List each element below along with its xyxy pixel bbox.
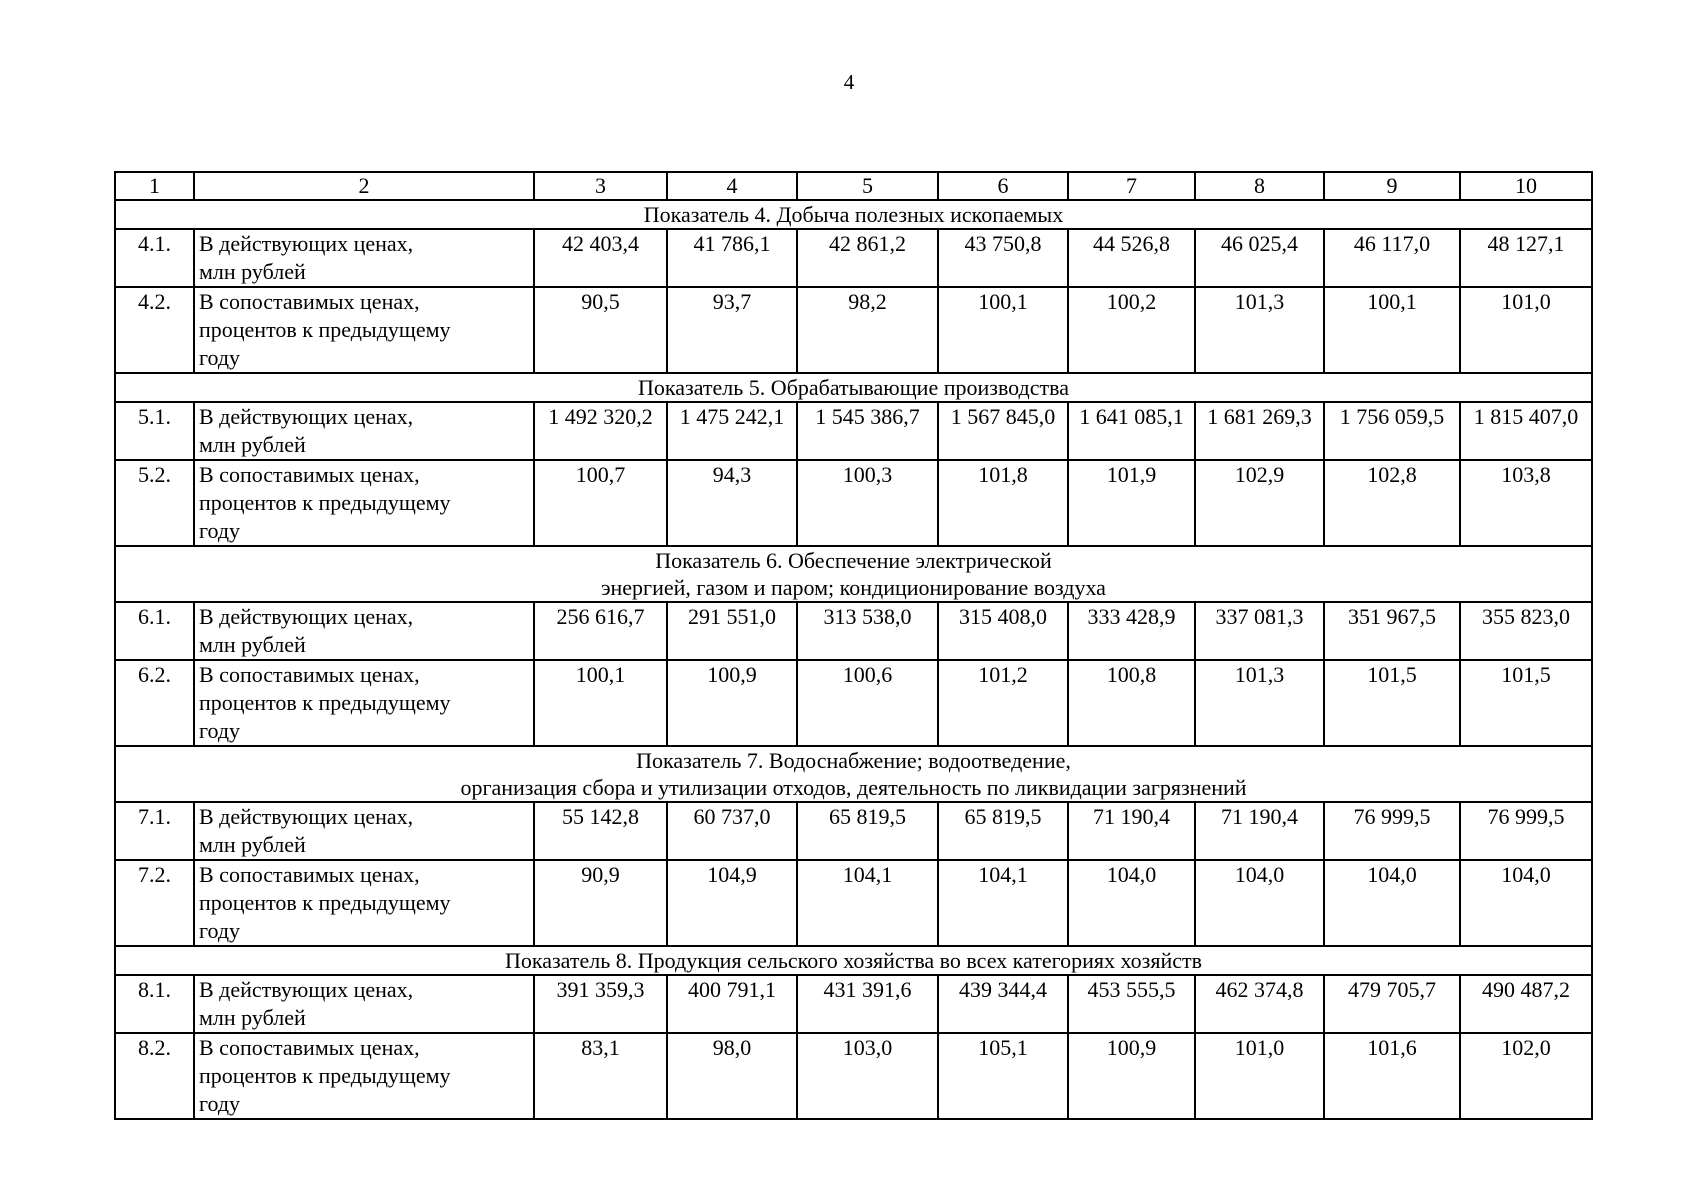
- value-cell: 105,1: [938, 1033, 1068, 1119]
- value-cell: 101,2: [938, 660, 1068, 746]
- value-cell: 291 551,0: [667, 602, 797, 660]
- row-description-line: В сопоставимых ценах,: [199, 1035, 420, 1060]
- value-cell: 101,5: [1460, 660, 1592, 746]
- row-code: 8.2.: [115, 1033, 194, 1119]
- section-header-line: Показатель 5. Обрабатывающие производства: [638, 375, 1069, 400]
- row-description: [194, 975, 534, 1033]
- column-number-cell: 7: [1068, 172, 1195, 200]
- table-row: [115, 402, 1592, 460]
- row-description-line: млн рублей: [199, 259, 306, 284]
- value-cell: 1 681 269,3: [1195, 402, 1324, 460]
- value-cell: 462 374,8: [1195, 975, 1324, 1033]
- row-description-line: году: [199, 918, 241, 943]
- row-description-line: В сопоставимых ценах,: [199, 289, 420, 314]
- value-cell: 76 999,5: [1460, 802, 1592, 860]
- column-number-cell: 6: [938, 172, 1068, 200]
- value-cell: 100,8: [1068, 660, 1195, 746]
- value-cell: 104,0: [1195, 860, 1324, 946]
- section-header-row: [115, 373, 1592, 402]
- value-cell: 71 190,4: [1195, 802, 1324, 860]
- value-cell: 104,0: [1068, 860, 1195, 946]
- value-cell: 42 861,2: [797, 229, 938, 287]
- row-code: 4.1.: [115, 229, 194, 287]
- value-cell: 400 791,1: [667, 975, 797, 1033]
- value-cell: 71 190,4: [1068, 802, 1195, 860]
- column-number-cell: 10: [1460, 172, 1592, 200]
- table-row: [115, 287, 1592, 373]
- value-cell: 42 403,4: [534, 229, 667, 287]
- column-number-cell: 1: [115, 172, 194, 200]
- row-description-line: процентов к предыдущему: [199, 1063, 451, 1088]
- value-cell: 101,8: [938, 460, 1068, 546]
- value-cell: 90,9: [534, 860, 667, 946]
- value-cell: 46 117,0: [1324, 229, 1460, 287]
- value-cell: 101,3: [1195, 660, 1324, 746]
- value-cell: 46 025,4: [1195, 229, 1324, 287]
- value-cell: 104,1: [938, 860, 1068, 946]
- value-cell: 100,6: [797, 660, 938, 746]
- value-cell: 313 538,0: [797, 602, 938, 660]
- value-cell: 1 815 407,0: [1460, 402, 1592, 460]
- section-header: [115, 746, 1592, 802]
- value-cell: 1 641 085,1: [1068, 402, 1195, 460]
- value-cell: 101,0: [1195, 1033, 1324, 1119]
- column-number-cell: 3: [534, 172, 667, 200]
- value-cell: 48 127,1: [1460, 229, 1592, 287]
- section-header-line: организация сбора и утилизации отходов, деятельность по ликвидации загрязнений: [460, 775, 1247, 800]
- value-cell: 453 555,5: [1068, 975, 1195, 1033]
- row-code: 6.2.: [115, 660, 194, 746]
- row-description-line: В сопоставимых ценах,: [199, 462, 420, 487]
- value-cell: 439 344,4: [938, 975, 1068, 1033]
- row-code: 7.1.: [115, 802, 194, 860]
- value-cell: 103,8: [1460, 460, 1592, 546]
- row-description-line: млн рублей: [199, 432, 306, 457]
- row-description: [194, 802, 534, 860]
- row-description-line: процентов к предыдущему: [199, 490, 451, 515]
- table-row: [115, 660, 1592, 746]
- value-cell: 101,9: [1068, 460, 1195, 546]
- row-description: [194, 1033, 534, 1119]
- value-cell: 104,0: [1324, 860, 1460, 946]
- value-cell: 41 786,1: [667, 229, 797, 287]
- row-description-line: млн рублей: [199, 1005, 306, 1030]
- value-cell: 1 475 242,1: [667, 402, 797, 460]
- value-cell: 333 428,9: [1068, 602, 1195, 660]
- value-cell: 44 526,8: [1068, 229, 1195, 287]
- row-description-line: В действующих ценах,: [199, 804, 414, 829]
- column-number-row: [115, 172, 1592, 200]
- value-cell: 256 616,7: [534, 602, 667, 660]
- row-description: [194, 460, 534, 546]
- column-number-cell: 4: [667, 172, 797, 200]
- row-description-line: млн рублей: [199, 632, 306, 657]
- row-description-line: процентов к предыдущему: [199, 690, 451, 715]
- value-cell: 93,7: [667, 287, 797, 373]
- section-header-row: [115, 946, 1592, 975]
- row-description-line: В действующих ценах,: [199, 404, 414, 429]
- value-cell: 101,6: [1324, 1033, 1460, 1119]
- row-code: 5.1.: [115, 402, 194, 460]
- value-cell: 102,0: [1460, 1033, 1592, 1119]
- column-number-cell: 2: [194, 172, 534, 200]
- row-description: [194, 287, 534, 373]
- value-cell: 103,0: [797, 1033, 938, 1119]
- table-row: [115, 975, 1592, 1033]
- section-header: [115, 200, 1592, 229]
- row-description-line: году: [199, 345, 241, 370]
- row-description-line: процентов к предыдущему: [199, 890, 451, 915]
- value-cell: 355 823,0: [1460, 602, 1592, 660]
- value-cell: 315 408,0: [938, 602, 1068, 660]
- indicators-table: [114, 171, 1593, 1120]
- value-cell: 94,3: [667, 460, 797, 546]
- table-row: [115, 802, 1592, 860]
- table-body: [115, 172, 1592, 1119]
- value-cell: 100,2: [1068, 287, 1195, 373]
- section-header-line: Показатель 4. Добыча полезных ископаемых: [643, 202, 1064, 227]
- value-cell: 104,1: [797, 860, 938, 946]
- value-cell: 102,9: [1195, 460, 1324, 546]
- value-cell: 101,5: [1324, 660, 1460, 746]
- row-code: 6.1.: [115, 602, 194, 660]
- value-cell: 391 359,3: [534, 975, 667, 1033]
- value-cell: 90,5: [534, 287, 667, 373]
- section-header-line: энергией, газом и паром; кондиционирование воздуха: [601, 575, 1106, 600]
- value-cell: 1 545 386,7: [797, 402, 938, 460]
- value-cell: 43 750,8: [938, 229, 1068, 287]
- value-cell: 337 081,3: [1195, 602, 1324, 660]
- row-description-line: процентов к предыдущему: [199, 317, 451, 342]
- row-description-line: В сопоставимых ценах,: [199, 862, 420, 887]
- page-number: 4: [843, 70, 855, 94]
- value-cell: 490 487,2: [1460, 975, 1592, 1033]
- row-description-line: В действующих ценах,: [199, 231, 414, 256]
- table-row: [115, 1033, 1592, 1119]
- value-cell: 1 492 320,2: [534, 402, 667, 460]
- row-code: 5.2.: [115, 460, 194, 546]
- value-cell: 1 756 059,5: [1324, 402, 1460, 460]
- value-cell: 104,9: [667, 860, 797, 946]
- row-code: 8.1.: [115, 975, 194, 1033]
- value-cell: 83,1: [534, 1033, 667, 1119]
- section-header: [115, 946, 1592, 975]
- section-header-line: Показатель 6. Обеспечение электрической: [655, 548, 1052, 573]
- row-description: [194, 229, 534, 287]
- value-cell: 100,9: [1068, 1033, 1195, 1119]
- table-row: [115, 460, 1592, 546]
- value-cell: 100,7: [534, 460, 667, 546]
- row-description-line: году: [199, 718, 241, 743]
- row-description: [194, 402, 534, 460]
- column-number-cell: 8: [1195, 172, 1324, 200]
- table-row: [115, 602, 1592, 660]
- row-code: 4.2.: [115, 287, 194, 373]
- column-number-cell: 9: [1324, 172, 1460, 200]
- row-description-line: В действующих ценах,: [199, 977, 414, 1002]
- table-row: [115, 229, 1592, 287]
- value-cell: 431 391,6: [797, 975, 938, 1033]
- value-cell: 60 737,0: [667, 802, 797, 860]
- value-cell: 100,1: [1324, 287, 1460, 373]
- row-description-line: В сопоставимых ценах,: [199, 662, 420, 687]
- value-cell: 101,0: [1460, 287, 1592, 373]
- value-cell: 65 819,5: [797, 802, 938, 860]
- value-cell: 65 819,5: [938, 802, 1068, 860]
- column-number-cell: 5: [797, 172, 938, 200]
- value-cell: 100,1: [534, 660, 667, 746]
- section-header-line: Показатель 7. Водоснабжение; водоотведение,: [636, 748, 1071, 773]
- section-header-row: [115, 546, 1592, 602]
- section-header-line: Показатель 8. Продукция сельского хозяйства во всех категориях хозяйств: [504, 948, 1202, 973]
- row-code: 7.2.: [115, 860, 194, 946]
- value-cell: 101,3: [1195, 287, 1324, 373]
- value-cell: 351 967,5: [1324, 602, 1460, 660]
- value-cell: 100,1: [938, 287, 1068, 373]
- row-description: [194, 660, 534, 746]
- value-cell: 98,2: [797, 287, 938, 373]
- row-description-line: млн рублей: [199, 832, 306, 857]
- value-cell: 100,3: [797, 460, 938, 546]
- value-cell: 479 705,7: [1324, 975, 1460, 1033]
- row-description-line: году: [199, 1091, 241, 1116]
- section-header-row: [115, 200, 1592, 229]
- section-header: [115, 373, 1592, 402]
- value-cell: 104,0: [1460, 860, 1592, 946]
- row-description: [194, 860, 534, 946]
- value-cell: 98,0: [667, 1033, 797, 1119]
- value-cell: 100,9: [667, 660, 797, 746]
- value-cell: 102,8: [1324, 460, 1460, 546]
- row-description: [194, 602, 534, 660]
- row-description-line: году: [199, 518, 241, 543]
- value-cell: 1 567 845,0: [938, 402, 1068, 460]
- table-row: [115, 860, 1592, 946]
- value-cell: 76 999,5: [1324, 802, 1460, 860]
- row-description-line: В действующих ценах,: [199, 604, 414, 629]
- section-header: [115, 546, 1592, 602]
- section-header-row: [115, 746, 1592, 802]
- value-cell: 55 142,8: [534, 802, 667, 860]
